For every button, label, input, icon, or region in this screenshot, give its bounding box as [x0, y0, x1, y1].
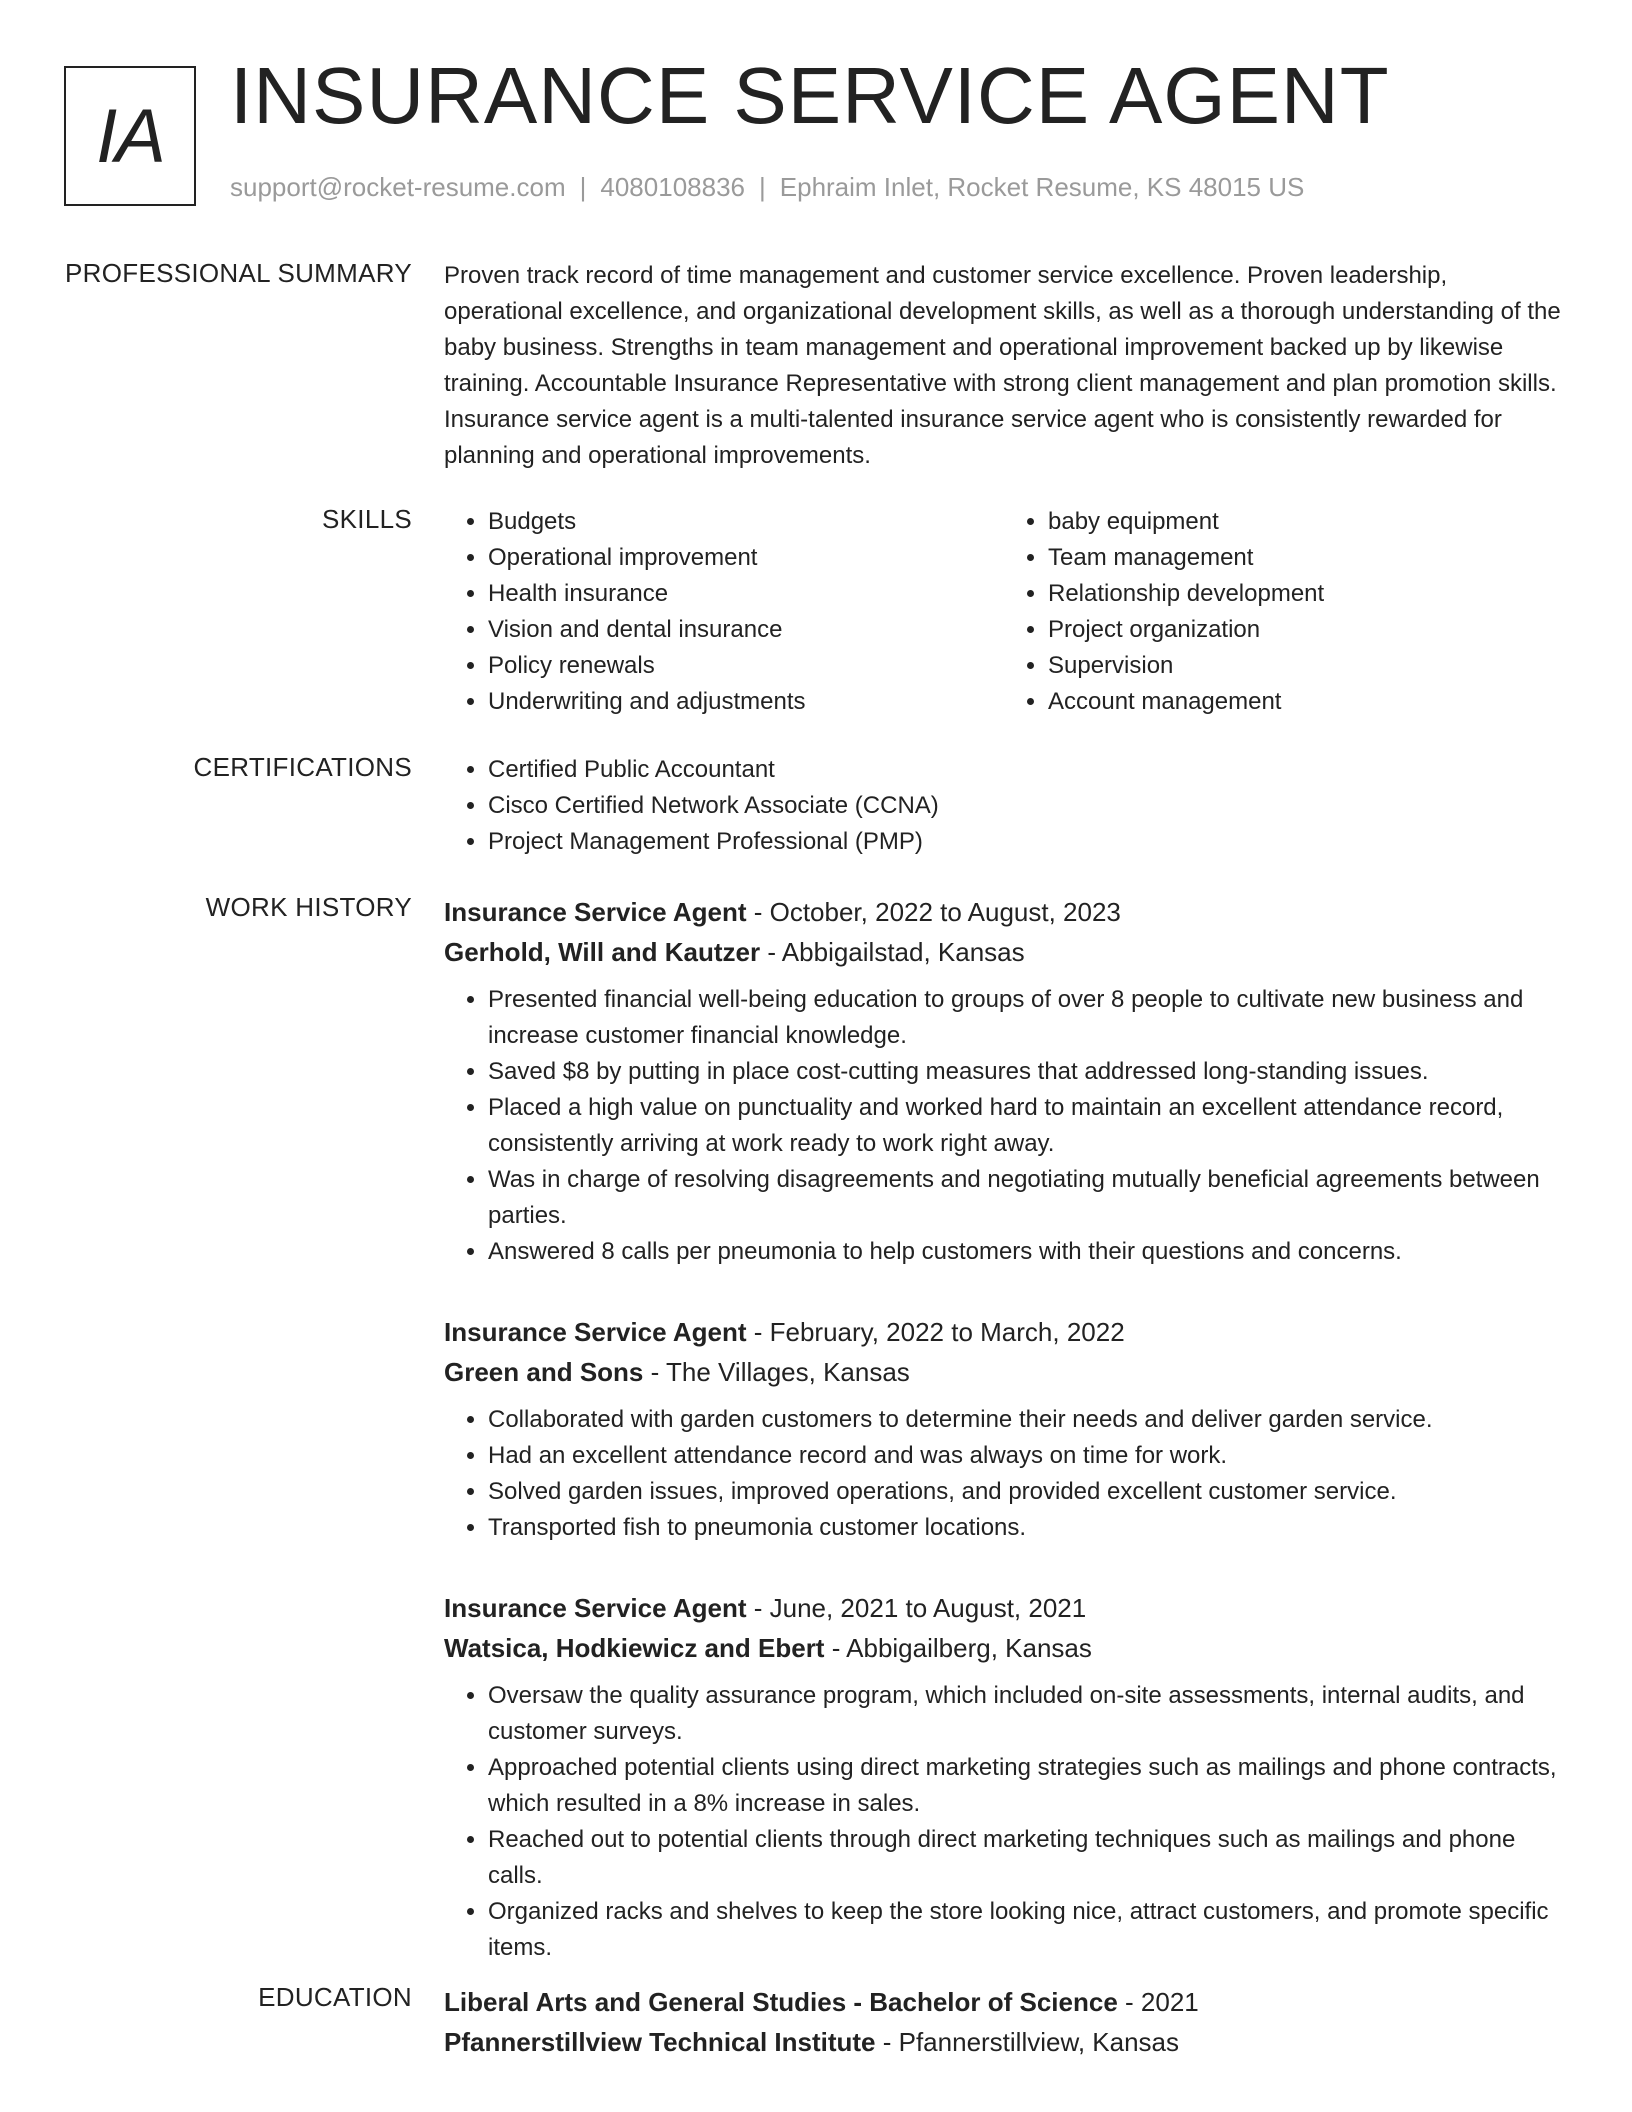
job-title-line: [444, 1588, 1564, 1628]
section-heading: CERTIFICATIONS: [193, 752, 412, 782]
job-location: - The Villages, Kansas: [643, 1357, 910, 1387]
contact-line: [230, 172, 1304, 203]
education-degree: Liberal Arts and General Studies - Bachelor of Science: [444, 1987, 1118, 2017]
job-dates: - June, 2021 to August, 2021: [746, 1593, 1087, 1623]
contact-email[interactable]: support@rocket-resume.com: [230, 172, 566, 202]
contact-phone[interactable]: 4080108836: [600, 172, 745, 202]
skill-item: • Vision and dental insurance: [488, 612, 1004, 648]
job-dates: - October, 2022 to August, 2023: [746, 897, 1121, 927]
job-company-line: [444, 1628, 1564, 1668]
section-heading: EDUCATION: [258, 1982, 412, 2012]
job-entry: [444, 892, 1564, 1270]
skill-item: • Underwriting and adjustments: [488, 684, 1004, 720]
section-heading: PROFESSIONAL SUMMARY: [65, 258, 412, 288]
job-title-line: [444, 892, 1564, 932]
skill-item: • Relationship development: [1048, 576, 1564, 612]
contact-separator: |: [579, 172, 587, 202]
job-dates: - February, 2022 to March, 2022: [746, 1317, 1125, 1347]
job-bullet: • Organized racks and shelves to keep the store looking nice, attract customers, and promote specific items.: [488, 1894, 1564, 1966]
contact-address: Ephraim Inlet, Rocket Resume, KS 48015 US: [779, 172, 1305, 202]
job-bullet: • Oversaw the quality assurance program, which included on-site assessments, internal audits, and customer surveys.: [488, 1678, 1564, 1750]
job-company: Watsica, Hodkiewicz and Ebert: [444, 1633, 825, 1663]
job-bullet: • Approached potential clients using direct marketing strategies such as mailings and phone contracts, which resulted in a 8% increase in sales.: [488, 1750, 1564, 1822]
skill-item: • Account management: [1048, 684, 1564, 720]
job-bullet: • Answered 8 calls per pneumonia to help customers with their questions and concerns.: [488, 1234, 1564, 1270]
job-bullets: [444, 1402, 1564, 1546]
section-heading: WORK HISTORY: [205, 892, 412, 922]
certification-item: • Certified Public Accountant: [488, 752, 1564, 788]
certification-item: • Cisco Certified Network Associate (CCNA): [488, 788, 1564, 824]
resume-title: INSURANCE SERVICE AGENT: [230, 51, 1390, 140]
skill-item: • Supervision: [1048, 648, 1564, 684]
job-title: Insurance Service Agent: [444, 897, 747, 927]
skill-item: • Operational improvement: [488, 540, 1004, 576]
job-bullet: • Reached out to potential clients through direct marketing techniques such as mailings and phone calls.: [488, 1822, 1564, 1894]
skills-list-right: [1004, 504, 1564, 720]
skill-item: • Project organization: [1048, 612, 1564, 648]
certification-item: • Project Management Professional (PMP): [488, 824, 1564, 860]
job-bullet: • Transported fish to pneumonia customer locations.: [488, 1510, 1564, 1546]
skill-item: • baby equipment: [1048, 504, 1564, 540]
section-heading: SKILLS: [322, 504, 412, 534]
skill-item: • Policy renewals: [488, 648, 1004, 684]
job-company-line: [444, 1352, 1564, 1392]
job-entry: [444, 1312, 1564, 1546]
job-bullets: [444, 1678, 1564, 1966]
job-company: Green and Sons: [444, 1357, 644, 1387]
skill-item: • Team management: [1048, 540, 1564, 576]
contact-separator: |: [759, 172, 766, 202]
education-degree-line: [444, 1982, 1564, 2022]
job-entry: [444, 1588, 1564, 1966]
education-location: - Pfannerstillview, Kansas: [875, 2027, 1179, 2057]
job-location: - Abbigailstad, Kansas: [760, 937, 1025, 967]
job-title-line: [444, 1312, 1564, 1352]
job-bullet: • Collaborated with garden customers to determine their needs and deliver garden service.: [488, 1402, 1564, 1438]
skill-item: • Health insurance: [488, 576, 1004, 612]
job-company-line: [444, 932, 1564, 972]
job-company: Gerhold, Will and Kautzer: [444, 937, 761, 967]
job-location: - Abbigailberg, Kansas: [824, 1633, 1092, 1663]
job-title: Insurance Service Agent: [444, 1593, 747, 1623]
education-year: - 2021: [1117, 1987, 1199, 2017]
certifications-list: [444, 752, 1564, 860]
summary-text: Proven track record of time management and customer service excellence. Proven leadership, operational excellence, and organizational development skills, as well as a thorough understanding of the baby business. Strengths in team management and operational improvement backed up by likewise training. Accountable Insurance Representative with strong client management and plan promotion skills. Insurance service agent is a multi-talented insurance service agent who is consistently rewarded for planning and operational improvements.: [444, 262, 1561, 469]
education-school-line: [444, 2022, 1564, 2062]
job-bullet: • Had an excellent attendance record and was always on time for work.: [488, 1438, 1564, 1474]
education-school: Pfannerstillview Technical Institute: [444, 2027, 876, 2057]
job-bullet: • Presented financial well-being education to groups of over 8 people to cultivate new business and increase customer financial knowledge.: [488, 982, 1564, 1054]
skill-item: • Budgets: [488, 504, 1004, 540]
job-bullet: • Saved $8 by putting in place cost-cutting measures that addressed long-standing issues.: [488, 1054, 1564, 1090]
job-bullet: • Solved garden issues, improved operations, and provided excellent customer service.: [488, 1474, 1564, 1510]
job-bullets: [444, 982, 1564, 1270]
monogram-logo: [64, 66, 196, 206]
job-bullet: • Was in charge of resolving disagreements and negotiating mutually beneficial agreements between parties.: [488, 1162, 1564, 1234]
monogram-text: IA: [96, 93, 164, 179]
job-bullet: • Placed a high value on punctuality and worked hard to maintain an excellent attendance record, consistently arriving at work ready to work right away.: [488, 1090, 1564, 1162]
skills-list-left: [444, 504, 1004, 720]
job-title: Insurance Service Agent: [444, 1317, 747, 1347]
